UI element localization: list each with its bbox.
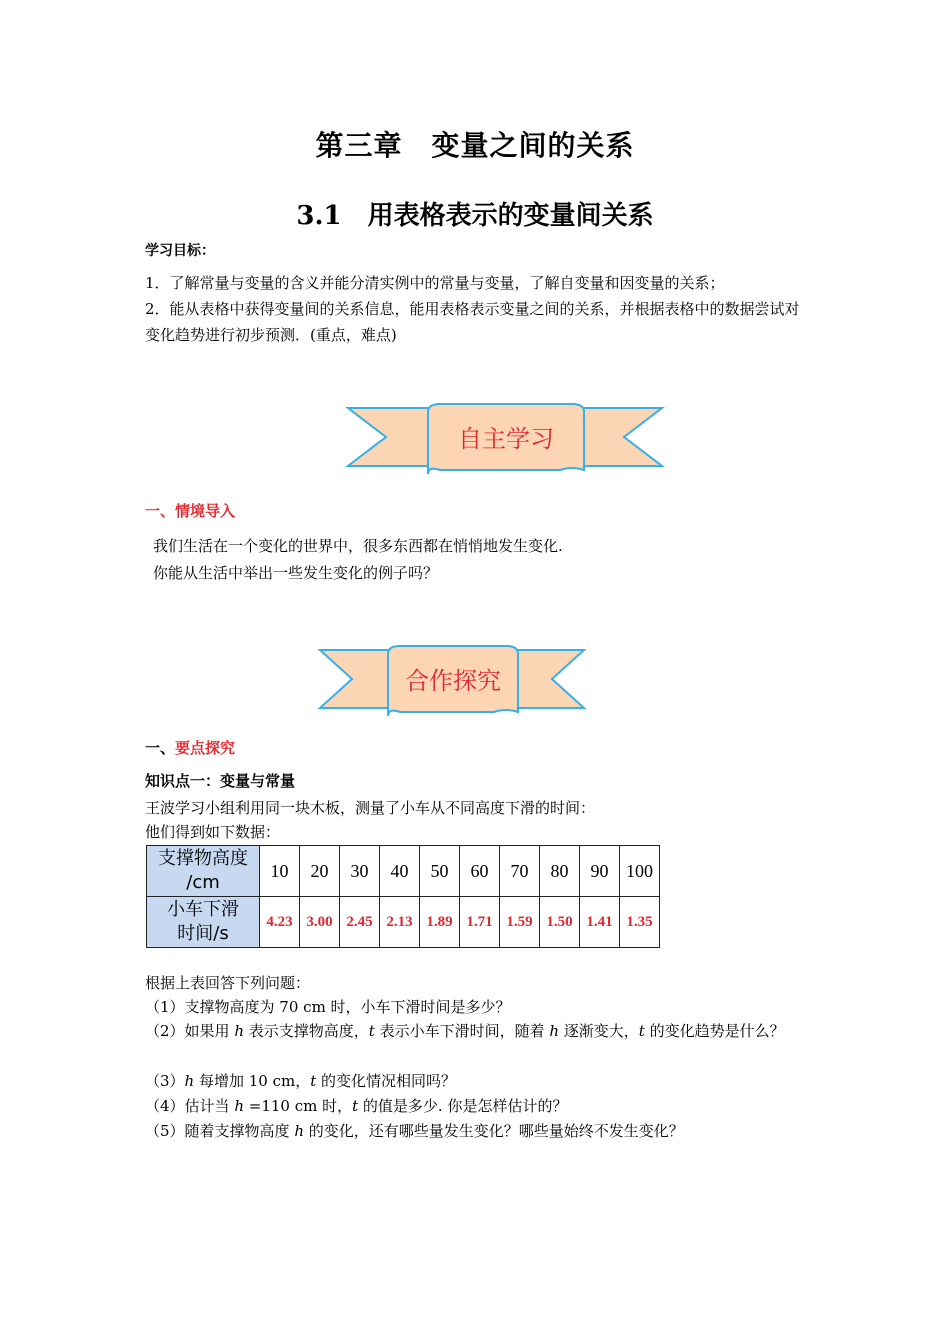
var-t: t (368, 1022, 375, 1040)
question-5 (145, 1118, 684, 1144)
part1-heading: 一、情境导入 (145, 502, 236, 520)
row-header-height (147, 846, 260, 897)
q2-text: （2）如果用 (145, 1022, 235, 1040)
table-row-height (147, 846, 660, 897)
goals-heading: 学习目标： (145, 243, 215, 259)
var-t: t (310, 1072, 317, 1090)
banner-self-study-label: 自主学习 (458, 425, 554, 453)
q2-text: 逐渐变大， (559, 1022, 639, 1040)
question-4 (145, 1093, 567, 1119)
section-title: 3.1 用表格表示的变量间关系 (296, 201, 654, 231)
q4-text: 的值是多少. 你是怎样估计的？ (358, 1097, 568, 1115)
q2-text: 表示小车下滑时间，随着 (374, 1022, 550, 1040)
var-h: h (234, 1022, 244, 1040)
part1-line-1: 我们生活在一个变化的世界中，很多东西都在悄悄地发生变化. (153, 537, 563, 555)
q3-text: 的变化情况相同吗？ (316, 1072, 457, 1090)
question-2 (145, 1018, 810, 1044)
height-cell: 40 (380, 846, 420, 897)
time-cell: 2.13 (380, 897, 420, 948)
row-header-time (147, 897, 260, 948)
part1-line-2: 你能从生活中举出一些发生变化的例子吗？ (153, 564, 439, 582)
part2-heading-prefix: 一、 (145, 739, 176, 757)
part2-heading-main: 要点探究 (175, 739, 236, 757)
q5-text: 的变化，还有哪些量发生变化？哪些量始终不发生变化？ (303, 1122, 684, 1140)
var-h: h (234, 1097, 244, 1115)
goal-item-2: 2．能从表格中获得变量间的关系信息，能用表格表示变量之间的关系，并根据表格中的数据尝试对变化趋势进行初步预测．(重点，难点) (145, 300, 800, 344)
q4-text: （4）估计当 (145, 1097, 235, 1115)
q4-text: =110 cm 时， (243, 1097, 353, 1115)
intro-line-2: 他们得到如下数据： (145, 823, 281, 841)
var-t: t (352, 1097, 359, 1115)
chapter-title: 第三章 变量之间的关系 (315, 129, 635, 162)
var-t: t (638, 1022, 645, 1040)
banner-cooperation (312, 642, 592, 722)
time-cell: 1.50 (540, 897, 580, 948)
height-cell: 100 (620, 846, 660, 897)
height-cell: 90 (580, 846, 620, 897)
table-row-time (147, 897, 660, 948)
var-h: h (549, 1022, 560, 1040)
height-cell: 70 (500, 846, 540, 897)
q5-text: （5）随着支撑物高度 (145, 1122, 295, 1140)
q2-text: 的变化趋势是什么？ (644, 1022, 785, 1040)
question-3 (145, 1068, 456, 1094)
time-cell: 1.59 (500, 897, 540, 948)
time-cell: 1.41 (580, 897, 620, 948)
var-h: h (294, 1122, 304, 1140)
goal-item-1: 1．了解常量与变量的含义并能分清实例中的常量与变量，了解自变量和因变量的关系； (145, 274, 725, 292)
intro-line-1: 王波学习小组利用同一块木板，测量了小车从不同高度下滑的时间： (145, 799, 596, 817)
question-1: （1）支撑物高度为 70 cm 时，小车下滑时间是多少？ (145, 998, 511, 1016)
var-h: h (184, 1072, 195, 1090)
q3-text: 每增加 10 cm， (194, 1072, 311, 1090)
height-cell: 10 (260, 846, 300, 897)
height-cell: 80 (540, 846, 580, 897)
time-cell: 1.89 (420, 897, 460, 948)
height-cell: 60 (460, 846, 500, 897)
time-cell: 3.00 (300, 897, 340, 948)
row-header-time-label: 小车下滑 (167, 899, 239, 920)
part2-heading (145, 737, 235, 758)
knowledge-point-1: 知识点一：变量与常量 (145, 772, 296, 790)
q2-text: 表示支撑物高度， (243, 1022, 369, 1040)
height-cell: 30 (340, 846, 380, 897)
data-table (146, 845, 660, 948)
height-cell: 50 (420, 846, 460, 897)
banner-self-study (340, 400, 670, 480)
row-header-time-unit: 时间/s (177, 923, 229, 944)
questions-intro: 根据上表回答下列问题： (145, 974, 311, 992)
time-cell: 4.23 (260, 897, 300, 948)
time-cell: 1.35 (620, 897, 660, 948)
time-cell: 2.45 (340, 897, 380, 948)
q3-text: （3） (145, 1072, 185, 1090)
time-cell: 1.71 (460, 897, 500, 948)
height-cell: 20 (300, 846, 340, 897)
banner-cooperation-label: 合作探究 (405, 667, 501, 695)
row-header-height-label: 支撑物高度 (158, 848, 248, 869)
row-header-height-unit: /cm (186, 872, 220, 893)
